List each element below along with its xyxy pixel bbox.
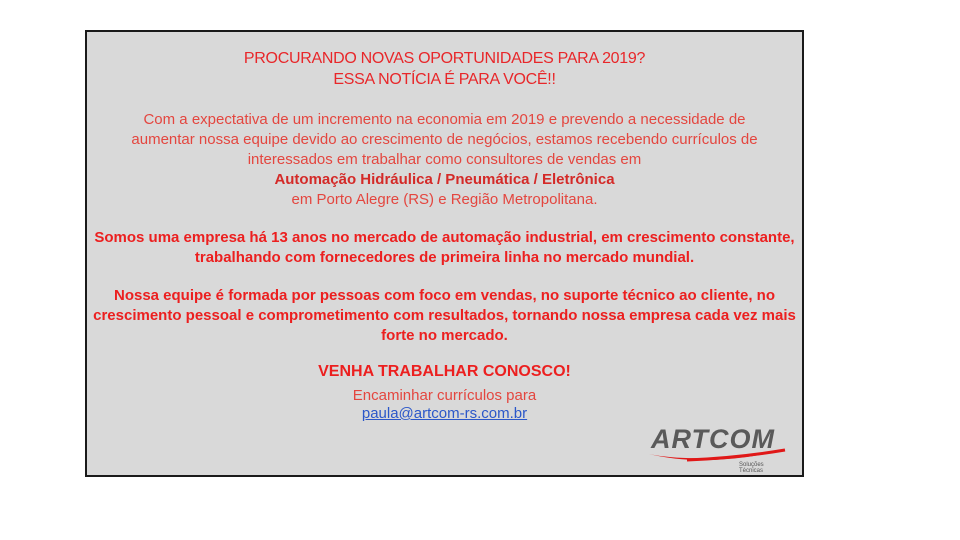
team-line-2: crescimento pessoal e comprometimento com resultados, tornando nossa empresa cada vez mais <box>93 307 796 324</box>
intro-line-1: Com a expectativa de um incremento na economia em 2019 e prevendo a necessidade de <box>143 111 746 128</box>
title-line-1: PROCURANDO NOVAS OPORTUNIDADES PARA 2019? <box>243 50 646 67</box>
intro-highlight: Automação Hidráulica / Pneumática / Eletrônica <box>274 171 615 188</box>
intro-paragraph <box>87 110 802 210</box>
email-link[interactable]: paula@artcom-rs.com.br <box>361 405 528 422</box>
intro-line-5: em Porto Alegre (RS) e Região Metropolitana. <box>291 191 598 208</box>
team-paragraph <box>87 286 802 346</box>
notice-title <box>87 48 802 90</box>
artcom-logo <box>647 424 789 474</box>
job-notice-card <box>85 30 804 477</box>
logo-wordmark: ARTCOM <box>651 424 775 454</box>
company-paragraph <box>87 228 802 268</box>
intro-line-2: aumentar nossa equipe devido ao crescimento de negócios, estamos recebendo currículos de <box>131 131 758 148</box>
company-line-2: trabalhando com fornecedores de primeira linha no mercado mundial. <box>194 249 695 266</box>
send-resume-label: Encaminhar currículos para <box>352 387 537 404</box>
intro-line-3: interessados em trabalhar como consultores de vendas em <box>247 151 642 168</box>
logo-tagline: Soluções Técnicas <box>739 462 764 474</box>
company-line-1: Somos uma empresa há 13 anos no mercado de automação industrial, em crescimento constante, <box>94 229 795 246</box>
team-line-1: Nossa equipe é formada por pessoas com foco em vendas, no suporte técnico ao cliente, no <box>113 287 775 304</box>
call-to-action: VENHA TRABALHAR CONOSCO! <box>318 363 571 380</box>
title-line-2: ESSA NOTÍCIA É PARA VOCÊ!! <box>333 71 556 88</box>
team-line-3: forte no mercado. <box>381 327 508 344</box>
